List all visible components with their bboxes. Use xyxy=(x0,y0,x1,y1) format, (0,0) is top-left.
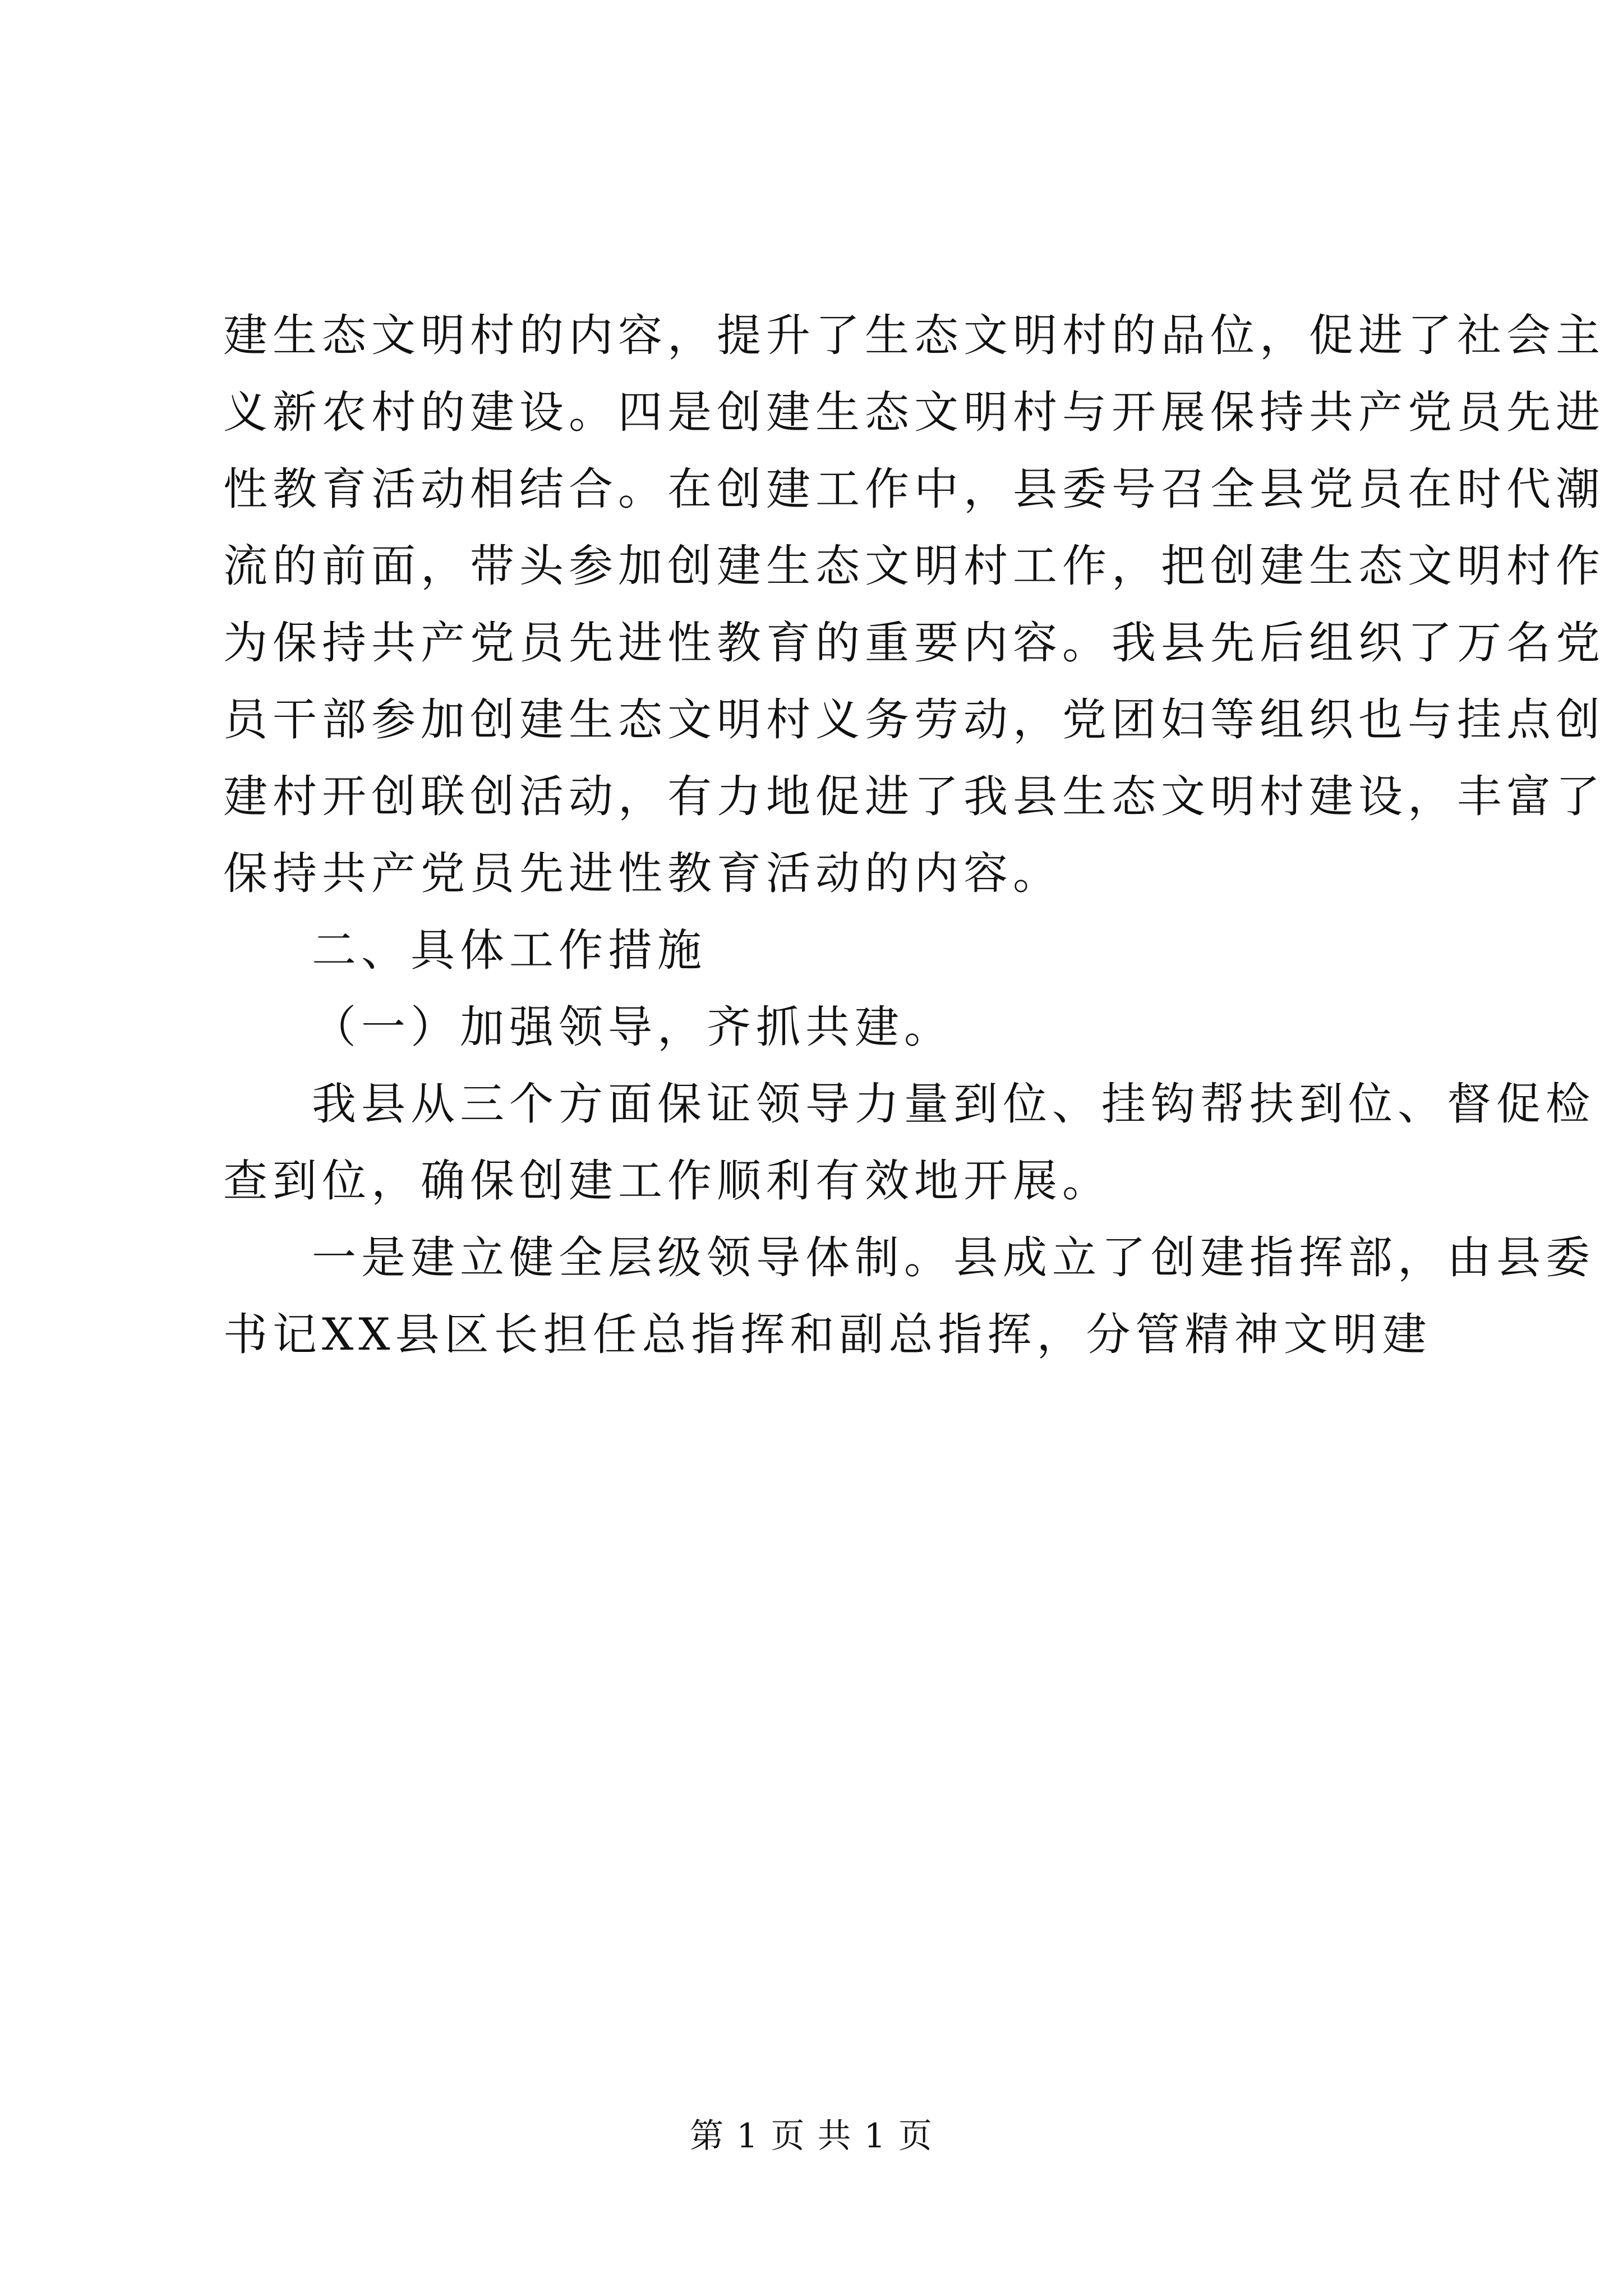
body-line-8: 保持共产党员先进性教育活动的内容。 xyxy=(223,848,1062,899)
subsection-heading: （一）加强领导，齐抓共建。 xyxy=(312,1001,953,1053)
body-line-6: 员干部参加创建生态文明村义务劳动，党团妇等组织也与挂点创 xyxy=(223,694,1605,746)
body-line-5: 为保持共产党员先进性教育的重要内容。我县先后组织了万名党 xyxy=(223,617,1605,669)
body-line-11: 我县从三个方面保证领导力量到位、挂钩帮扶到位、督促检 xyxy=(312,1078,1595,1130)
page-footer: 第 1 页 共 1 页 xyxy=(690,2116,933,2156)
body-line-13: 一是建立健全层级领导体制。县成立了创建指挥部，由县委 xyxy=(312,1232,1595,1283)
body-line-14: 书记XX县区长担任总指挥和副总指挥，分管精神文明建 xyxy=(223,1309,1432,1360)
body-line-2: 义新农村的建设。四是创建生态文明村与开展保持共产党员先进 xyxy=(223,386,1605,438)
document-body xyxy=(223,297,1605,1373)
body-line-1: 建生态文明村的内容，提升了生态文明村的品位，促进了社会主 xyxy=(223,310,1605,361)
body-line-7: 建村开创联创活动，有力地促进了我县生态文明村建设，丰富了 xyxy=(223,771,1605,822)
body-line-3: 性教育活动相结合。在创建工作中，县委号召全县党员在时代潮 xyxy=(223,463,1605,515)
body-line-4: 流的前面，带头参加创建生态文明村工作，把创建生态文明村作 xyxy=(223,540,1605,592)
body-line-12: 查到位，确保创建工作顺利有效地开展。 xyxy=(223,1155,1112,1207)
section-heading: 二、具体工作措施 xyxy=(312,924,707,976)
